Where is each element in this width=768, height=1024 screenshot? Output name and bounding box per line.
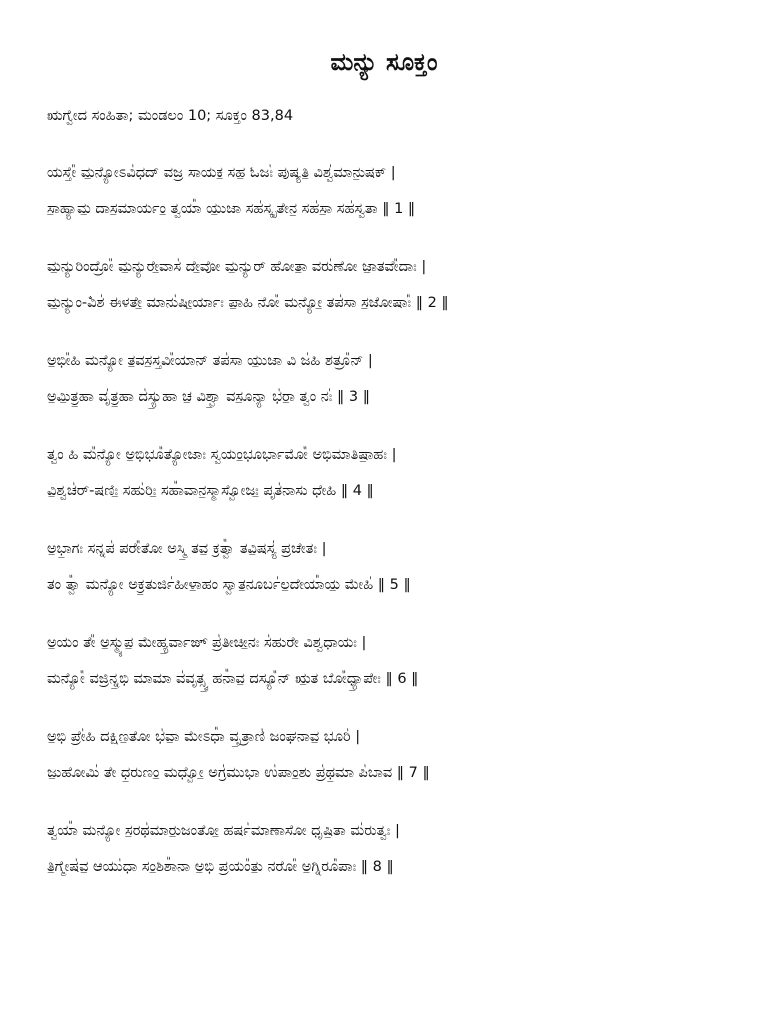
verse-1 [47,158,747,252]
verse-7 [47,722,747,816]
verse-line: ಜು॒ಹೋಮಿ॑ ತೇ ಧ॒ರುಣಂ॒ ಮಧ್ವೋ॒ ಅಗ್ರ॑ಮುಭಾ ಉ॑ಪಾಂ॒ಶು ಪ್ರ॑ಥ॒ಮಾ ಪಿ॑ಬಾವ ‖ 7 ‖ [47,765,430,781]
verse-line: ತ್ವಯಾ᳚ ಮನ್ಯೋ ಸ॒ರಥ॑ಮಾರು॒ಜಂತೋ॒ ಹರ್ಷ॑ಮಾಣಾಸೋ ಧೃಷಿ॒ತಾ ಮ॑ರುತ್ವಃ | [47,823,400,839]
verse-line: ಮನ್ಯೋ᳚ ವಜ್ರಿನ್ನ॒ಭಿ ಮಾಮಾ ವ॑ವೃತ್ಸ್ವ॒ ಹನಾ᳚ವ॒ ದಸ್ಯೂ᳚ನ್ ಋ॒ತ ಬೋ᳚ಧ್ಯಾ॒ಪೇಃ ‖ 6 ‖ [47,671,419,687]
document-title: ಮನ್ಯು ಸೂಕ್ತಂ [330,48,438,76]
verse-line: ಮ॒ನ್ಯುರಿಂದ್ರೋ᳚ ಮ॒ನ್ಯುರೇ॒ವಾಸ॑ ದೇ॒ವೋ ಮ॒ನ್ಯುರ್ ಹೋತಾ॒ ವರು॑ಣೋ ಜಾ॒ತವೇ᳚ದಾಃ | [47,259,427,275]
verse-line: ವಿ॒ಶ್ವಚ॑ರ್-ಷಣಿಃ॒ ಸಹು॑ರಿಃ॒ ಸಹಾ᳚ವಾನ॒ಸ್ಮಾಸ್ವೋಜಃ॒ ಪೃತ॑ನಾಸು ಧೇಹಿ ‖ 4 ‖ [47,483,374,499]
verse-6 [47,628,747,722]
verse-line: ತಂ ತ್ವಾ᳚ ಮನ್ಯೋ ಅಕ್ರ॒ತುರ್ಜಿ॑ಹೀಳಾ॒ಹಂ ಸ್ವಾತ॒ನೂರ್ಬ॑ಲ॒ದೇಯಾ᳚ಯ॒ ಮೇಹಿ॑ ‖ 5 ‖ [47,577,411,593]
verse-line: ಅ॒ಭಿ ಪ್ರೇ॑ಹಿ ದಕ್ಷಿಣ॒ತೋ ಭ॑ವಾ॒ ಮೇಽಧಾ᳚ ವೃ॒ತ್ರಾಣಿ॑ ಜಂಘನಾವ॒ ಭೂರಿ॑ | [47,729,361,745]
verse-8 [47,816,747,910]
verse-line: ಅ॒ಭಾ॒ಗಃ ಸನ್ನಪ॑ ಪರೇ᳚ತೋ ಅಸ್ಮಿ॒ ತವ॒ ಕ್ರತ್ವಾ᳚ ತವಿ॒ಷಸ್ಯ॑ ಪ್ರಚೇತಃ | [47,541,327,557]
verse-line: ಅ॒ಮಿ॒ತ್ರ॒ಹಾ ವೃ॑ತ್ರ॒ಹಾ ದ॑ಸ್ಯು॒ಹಾ ಚ॒ ವಿಶ್ವಾ॒ ವಸೂ॒ನ್ಯಾ ಭ॑ರಾ॒ ತ್ವಂ ನಃ॑ ‖ 3 ‖ [47,389,370,405]
verse-line: ತ್ವಂ ಹಿ ಮ᳚ನ್ಯೋ ಅ॒ಭಿಭೂ᳚ತ್ಯೋಜಾಃ ಸ್ವಯಂ॒ಭೂರ್ಭಾಮೋ᳚ ಅಭಿಮಾತಿಷಾ॒ಹಃ | [47,447,397,463]
verse-4 [47,440,747,534]
verse-line: ಮ॒ನ್ಯುಂ-ವಿಁಶ॑ ಈಳತೇ॒ ಮಾನು॑ಷೀ॒ರ್ಯಾಃ ಪಾ॒ಹಿ ನೋ᳚ ಮನ್ಯೋ॒ ತಪ॑ಸಾ ಸ॒ಜೋಷಾಃ᳚ ‖ 2 ‖ [47,295,449,311]
verse-line: ಅ॒ಯಂ ತೇ᳚ ಅ॒ಸ್ಮ್ಯುಪ॒ ಮೇಹ್ಯ॒ರ್ವಾಙ್ ಪ್ರ॑ತೀಚೀ॒ನಃ ಸ॑ಹುರೇ ವಿಶ್ವಧಾಯಃ | [47,635,367,651]
verse-line: ತಿ॒ಗ್ಮೇಷ॑ವ॒ ಆಯು॑ಧಾ ಸಂ॒ಶಿಶಾ᳚ನಾ ಅ॒ಭಿ ಪ್ರಯಂ᳚ತು॒ ನರೋ᳚ ಅ॒ಗ್ನಿರೂ᳚ಪಾಃ ‖ 8 ‖ [47,859,394,875]
verse-3 [47,346,747,440]
verse-2 [47,252,747,346]
verse-5 [47,534,747,628]
source-citation: ಋಗ್ವೇದ ಸಂಹಿತಾ; ಮಂಡಲಂ 10; ಸೂಕ್ತಂ 83,84 [47,108,294,124]
verse-list [47,158,747,910]
verse-line: ಯಸ್ತೇ᳚ ಮ॒ನ್ಯೋಽವಿ॑ಧದ್ ವಜ್ರ ಸಾಯಕ॒ ಸಹ॒ ಓಜಃ॑ ಪುಷ್ಯತಿ॒ ವಿಶ್ವ॑ಮಾನು॒ಷಕ್ | [47,165,396,181]
verse-line: ಸಾ॒ಹ್ಯಾಮ॒ ದಾಸ॒ಮಾರ್ಯಂ॒ ತ್ವಯಾ᳚ ಯು॒ಜಾ ಸಹ॑ಸ್ಕೃತೇನ॒ ಸಹ॑ಸಾ॒ ಸಹ॑ಸ್ವತಾ ‖ 1 ‖ [47,201,416,217]
verse-line: ಅ॒ಭೀ᳚ಹಿ ಮನ್ಯೋ ತ॒ವಸ॒ಸ್ತವೀ᳚ಯಾನ್ ತಪ॑ಸಾ ಯು॒ಜಾ ವಿ ಜ॑ಹಿ ಶತ್ರೂ᳚ನ್ | [47,353,373,369]
